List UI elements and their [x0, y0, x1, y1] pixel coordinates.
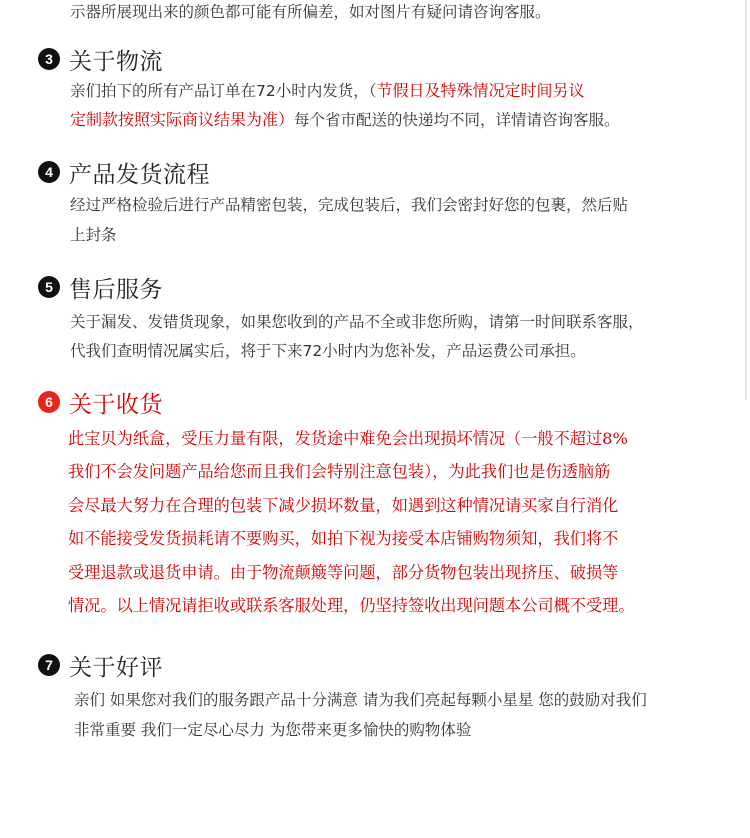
receipt-line: 此宝贝为纸盒，受压力量有限，发货途中难免会出现损坏情况（一般不超过8%	[68, 429, 628, 448]
review-line: 非常重要 我们一定尽心尽力 为您带来更多愉快的购物体验	[74, 721, 472, 739]
logistics-highlight-2: 定制款按照实际商议结果为准）	[70, 110, 295, 129]
section-receipt-header	[38, 387, 163, 417]
receipt-line: 情况。以上情况请拒收或联系客服处理，仍坚持签收出现问题本公司概不受理。	[68, 596, 635, 615]
section-title-review: 关于好评	[69, 654, 163, 681]
logistics-text: 亲们拍下的所有产品订单在72小时内发货，（	[70, 82, 377, 100]
aftersales-line: 代我们查明情况属实后，将于下来72小时内为您补发，产品运费公司承担。	[70, 342, 586, 360]
section-shipping-header	[38, 157, 210, 187]
receipt-line: 会尽最大努力在合理的包装下减少损坏数量，如遇到这种情况请买家自行消化	[68, 496, 619, 515]
logistics-highlight: 节假日及特殊情况定时间另议	[376, 81, 585, 100]
shipping-line: 上封条	[70, 226, 117, 244]
section-number-3: 3	[38, 48, 60, 70]
review-line: 亲们 如果您对我们的服务跟产品十分满意 请为我们亮起每颗小星星 您的鼓励对我们	[74, 691, 647, 709]
right-divider	[745, 0, 747, 400]
section-review-header	[38, 650, 163, 680]
section-title-shipping: 产品发货流程	[69, 161, 210, 188]
section-title-aftersales: 售后服务	[69, 276, 163, 303]
section-logistics-header	[38, 44, 163, 74]
section-title-receipt: 关于收货	[69, 391, 163, 418]
receipt-line: 我们不会发问题产品给您而且我们会特别注意包装），为此我们也是伤透脑筋	[68, 462, 611, 481]
logistics-line-1	[70, 80, 585, 102]
shipping-line: 经过严格检验后进行产品精密包装，完成包装后，我们会密封好您的包裹，然后贴	[70, 196, 629, 214]
receipt-line: 如不能接受发货损耗请不要购买，如拍下视为接受本店铺购物须知，我们将不	[68, 529, 619, 548]
section-number-7: 7	[38, 654, 60, 676]
aftersales-line: 关于漏发、发错货现象，如果您收到的产品不全或非您所购，请第一时间联系客服，	[70, 313, 644, 331]
intro-text: 示器所展现出来的颜色都可能有所偏差，如对图片有疑问请咨询客服。	[70, 3, 551, 21]
section-number-4: 4	[38, 161, 60, 183]
logistics-text-2: 每个省市配送的快递均不同，详情请咨询客服。	[294, 111, 620, 129]
section-aftersales-header	[38, 272, 163, 302]
receipt-line: 受理退款或退货申请。由于物流颠簸等问题，部分货物包装出现挤压、破损等	[68, 563, 619, 582]
logistics-line-2	[70, 109, 620, 131]
section-title-logistics: 关于物流	[69, 48, 163, 75]
section-number-5: 5	[38, 276, 60, 298]
section-number-6: 6	[38, 391, 60, 413]
